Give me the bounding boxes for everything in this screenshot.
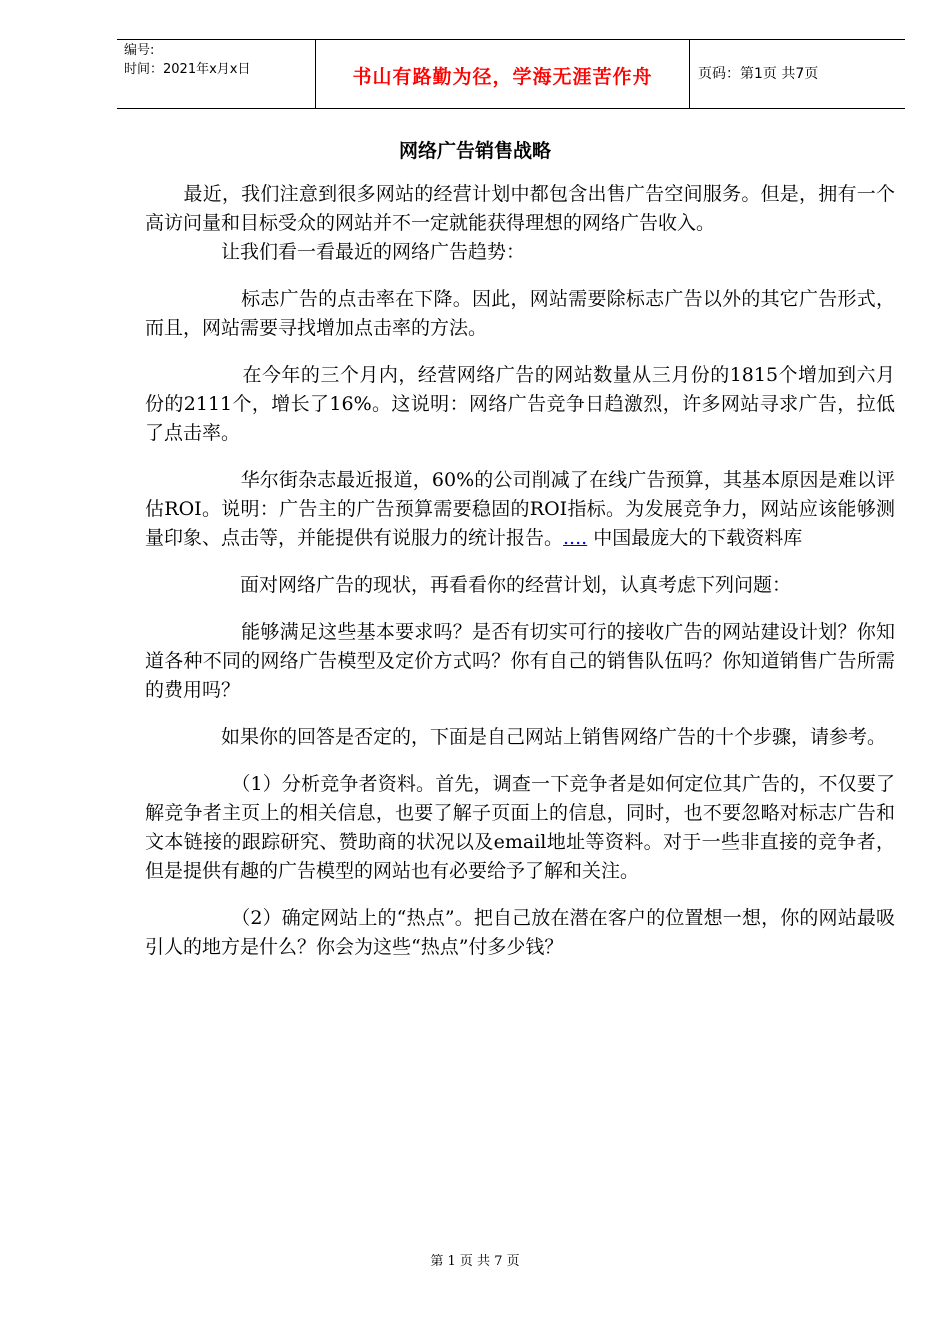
paragraph-banner-ctr: 标志广告的点击率在下降。因此，网站需要除标志广告以外的其它广告形式，而且，网站需要寻找增加点击率的方法。 [145, 288, 895, 339]
paragraph-questions: 能够满足这些基本要求吗？是否有切实可行的接收广告的网站建设计划？你知道各种不同的网络广告模型及定价方式吗？你有自己的销售队伍吗？你知道销售广告所需的费用吗？ [145, 621, 895, 701]
paragraph-questions-lead: 面对网络广告的现状，再看看你的经营计划，认真考虑下列问题： [145, 574, 792, 596]
paragraph-wsj-text: 华尔街杂志最近报道，60%的公司削减了在线广告预算，其基本原因是难以评估ROI。说明：广告主的广告预算需要稳固的ROI指标。为发展竞争力，网站应该能够测量印象、点击等，并能提供有说服力的统计报告。 [145, 469, 895, 549]
paragraph-step-1: （1）分析竞争者资料。首先，调查一下竞争者是如何定位其广告的，不仅要了解竞争者主页上的相关信息，也要了解子页面上的信息，同时，也不要忽略对标志广告和文本链接的跟踪研究、赞助商的状况以及email地址等资料。对于一些非直接的竞争者，但是提供有趣的广告模型的网站也有必要给予了解和关注。 [145, 773, 895, 882]
page-footer: 第 1 页 共 7 页 [430, 1254, 520, 1269]
header-motto: 书山有路勤为径，学海无涯苦作舟 [352, 66, 653, 88]
page-header [117, 39, 905, 109]
header-page-info: 页码：第1页 共7页 [698, 66, 819, 82]
download-link[interactable]: .... [563, 527, 588, 549]
header-motto-cell [315, 40, 690, 108]
paragraph-intro: 最近，我们注意到很多网站的经营计划中都包含出售广告空间服务。但是，拥有一个高访问量和目标受众的网站并不一定就能获得理想的网络广告收入。 [145, 183, 895, 234]
number-label: 编号: [124, 43, 155, 58]
paragraph-step-2: （2）确定网站上的“热点”。把自己放在潜在客户的位置想一想，你的网站最吸引人的地方是什么？你会为这些“热点”付多少钱？ [145, 907, 895, 958]
paragraph-ten-steps: 如果你的回答是否定的，下面是自己网站上销售网络广告的十个步骤，请参考。 [145, 726, 887, 748]
document-title: 网络广告销售战略 [398, 140, 551, 162]
paragraph-site-count: 在今年的三个月内，经营网络广告的网站数量从三月份的1815个增加到六月份的2111个，增长了16%。这说明：网络广告竞争日趋激烈，许多网站寻求广告，拉低了点击率。 [145, 364, 895, 444]
paragraph-wsj-report [145, 466, 895, 553]
document-body [145, 180, 895, 962]
time-label: 时间：2021年x月x日 [124, 62, 251, 77]
paragraph-wsj-tail: 中国最庞大的下载资料库 [587, 527, 803, 549]
paragraph-trends-lead: 让我们看一看最近的网络广告趋势： [145, 241, 526, 263]
header-meta [117, 40, 315, 108]
